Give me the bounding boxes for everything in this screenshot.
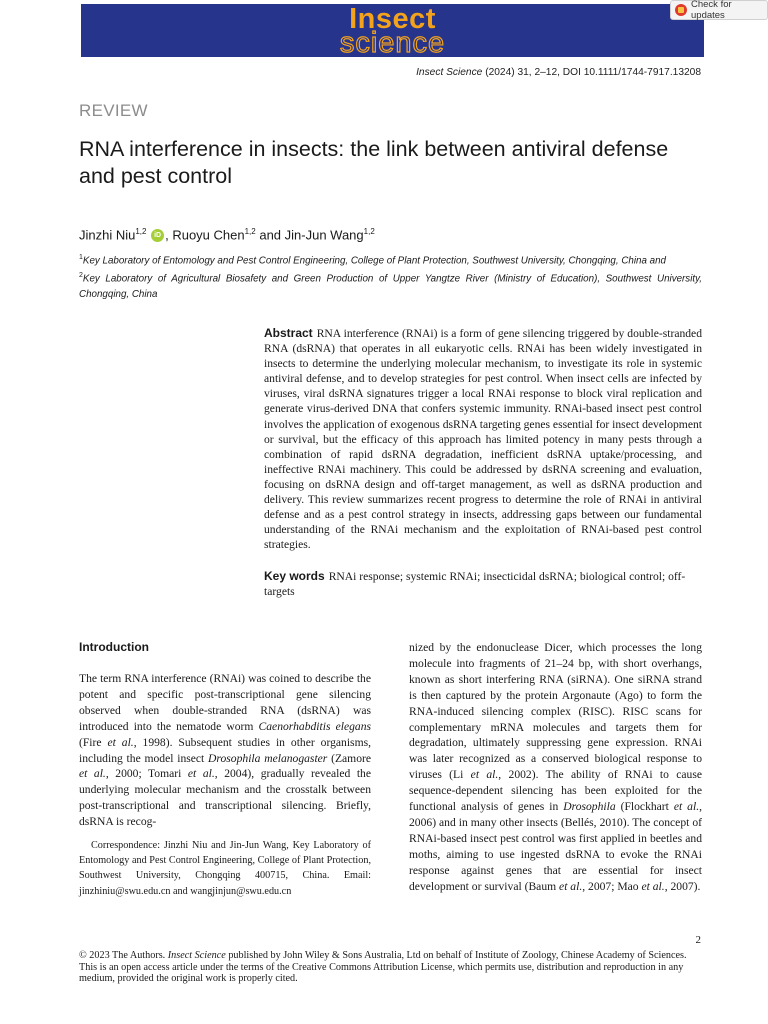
copyright-line [79,950,702,962]
body-text-run: , 2004), gradually revealed the underlying molecular mechanism and the crosstalk between post-transcriptional and transcriptional silencing. Briefly, dsRNA is recog- [79,767,371,829]
citation-details: (2024) 31, 2–12, DOI 10.1111/1744-7917.13208 [482,67,701,78]
keywords-text: RNAi response; systemic RNAi; insecticidal dsRNA; biological control; off-targets [264,570,686,599]
body-text-run: , 2007; Mao [582,879,642,893]
license-footer [79,950,702,985]
author-affiliation-mark: 1,2 [244,227,256,236]
author-list [79,227,375,242]
body-text-run: , 2002). The ability of RNAi to cause sequence-dependent silencing has been exploited for the functional analysis of genes in [409,768,702,814]
abstract-text: RNA interference (RNAi) is a form of gene silencing triggered by double-stranded RNA (dsRNA) that operates in all eukaryotic cells. RNAi has been widely investigated in insects to determine the underlying molecular mechanism, to investigate its role in systemic antiviral defense, and to develop strategies for pest control. When insect cells are infected by viruses, viral dsRNA signatures trigger a local RNAi response to block viral replication and generate virus-derived DNA that confers systemic immunity. RNAi-based insect pest control involves the application of exogenous dsRNA targeting genes essential for insect development or survival, but the efficacy of this approach has limited potency in many pests through a combination of rapid dsRNA degradation, inefficient dsRNA uptake/processing, and ineffective RNAi machinery. This could be addressed by dsRNA screening and evaluation, focusing on dsRNA design and off-target management, as well as dsRNA production and delivery. This review summarizes recent progress to determine the role of RNAi in antiviral defense and as a pest control strategy in insects, addressing gaps between our fundamental understanding of the RNAi mechanism and the exploitation of RNAi-based pest control strategies. [264,327,702,552]
journal-logo-line1: Insect [349,4,436,35]
author-affiliation-mark: 1,2 [135,227,147,236]
body-text-italic: et al. [79,767,106,781]
section-type-label: REVIEW [79,101,148,120]
introduction-heading: Introduction [79,640,149,654]
abstract [264,326,702,552]
body-text-run: , 2007). [664,879,701,893]
body-column-left [79,671,371,830]
body-text-italic: Caenorhabditis elegans [258,719,372,733]
keywords-label: Key words [264,569,325,583]
body-text-run: The term RNA interference (RNAi) was coined to describe the potent and specific post-transcriptional gene silencing observed when double-stranded RNA (dsRNA) was introduced into the nematode worm [79,672,371,733]
article-title: RNA interference in insects: the link between antiviral defense and pest control [79,137,669,188]
author-affiliation-mark: 1,2 [363,227,375,236]
body-text-run: , 2000; Tomari [105,767,188,781]
body-text-italic: et al. [673,800,700,814]
citation-line [416,67,701,78]
copyright-text: published by John Wiley & Sons Australia, Ltd on behalf of Institute of Zoology, Chinese Academy of Sciences. [225,950,687,961]
body-text-italic: et al. [107,735,134,749]
affiliation-text: Key Laboratory of Agricultural Biosafety and Green Production of Upper Yangtze River (Ministry of Education), Southwest University, Chongqing, China [79,273,702,300]
license-line: This is an open access article under the terms of the Creative Commons Attribution License, which permits use, distribution and reproduction in any medium, provided the original work is properly cited. [79,961,684,985]
copyright-journal: Insect Science [167,950,226,961]
body-text-italic: et al. [187,767,215,781]
correspondence-note: Correspondence: Jinzhi Niu and Jin-Jun Wang, Key Laboratory of Entomology and Pest Control Engineering, College of Plant Protection, Southwest University, Chongqing 400715, China. Email: jinzhiniu@swu.edu.cn and wangjinjun@swu.edu.cn [79,840,371,897]
affiliation-mark: 1 [79,254,83,261]
journal-banner [81,4,704,57]
body-text-italic: Drosophila [563,800,616,814]
body-text-italic: et al. [470,768,499,782]
author-name: , Ruoyu Chen [165,227,245,243]
crossmark-icon [675,4,687,16]
body-text-italic: Drosophila melanogaster [208,751,328,765]
orcid-icon[interactable]: iD [151,229,164,242]
body-column-right [409,640,702,895]
journal-logo-line2: science [339,27,446,57]
affiliation-mark: 2 [79,272,83,280]
body-text-run: (Zamore [327,751,372,765]
author-name: Jinzhi Niu [79,227,136,243]
copyright-text: © 2023 The Authors. [79,950,168,961]
body-text-italic: et al. [559,879,583,893]
body-text-run: (Flockhart [615,800,674,814]
check-for-updates-button[interactable] [670,0,768,20]
affiliation [79,250,702,268]
body-text-run: , 1998). Subsequent studies in other organisms, including the model insect [79,735,372,765]
body-text-run: nized by the endonuclease Dicer, which processes the long molecule into fragments of 21–24 bp, with short overhangs, known as short interfering RNA (siRNA). One siRNA strand is then captured by the protein Argonaute (Ago) to form the RNA-induced silencing complex (RISC). RISC scans for complementary mRNA molecules and targets them for degradation, ultimately suppressing gene expression. RNAi was later recognized as a conserved biological response to viruses (Li [409,641,702,782]
affiliation-text: Key Laboratory of Entomology and Pest Control Engineering, College of Plant Protection, Southwest University, Chongqing, China and [82,255,666,267]
affiliations [79,250,702,302]
abstract-label: Abstract [264,326,313,340]
check-for-updates-label: Check for updates [691,0,732,21]
affiliation [79,268,702,301]
body-text-run: (Fire [79,735,108,749]
body-text-italic: et al. [641,879,665,893]
author-name: and Jin-Jun Wang [255,227,364,243]
body-text-run: , 2006) and in many other insects (Bellés, 2010). The concept of RNAi-based insect pest control was first applied in beetles and moths, aiming to use ingested dsRNA to evoke the RNAi response against genes that are essential for insect development or survival (Baum [409,800,703,893]
keywords [264,569,702,599]
citation-journal: Insect Science [416,67,483,78]
page-number: 2 [695,934,701,946]
